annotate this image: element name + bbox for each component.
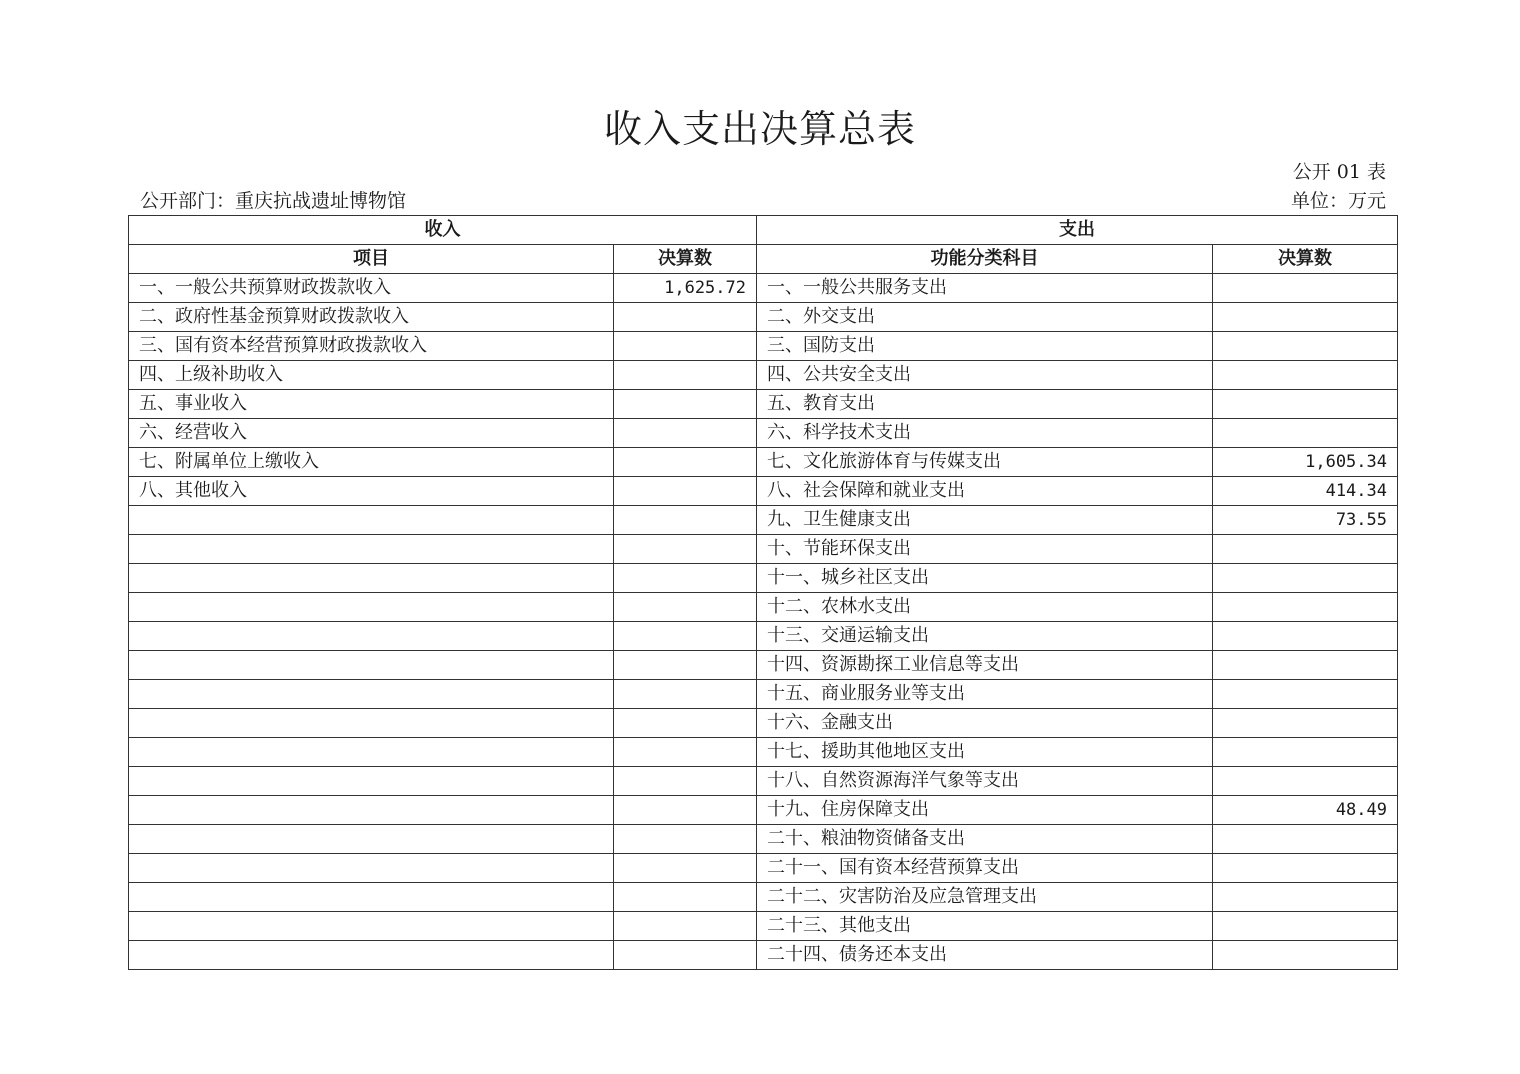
- income-item-cell: 一、一般公共预算财政拨款收入: [129, 274, 614, 303]
- table-row: [129, 738, 1398, 767]
- income-item-cell: [129, 796, 614, 825]
- income-amount-cell: [614, 883, 757, 912]
- income-item-cell: 七、附属单位上缴收入: [129, 448, 614, 477]
- table-row: [129, 883, 1398, 912]
- expense-item-cell: 六、科学技术支出: [757, 419, 1213, 448]
- expense-amount-cell: [1213, 274, 1398, 303]
- income-item-cell: [129, 622, 614, 651]
- income-item-cell: [129, 651, 614, 680]
- income-item-cell: [129, 767, 614, 796]
- expense-item-cell: 十四、资源勘探工业信息等支出: [757, 651, 1213, 680]
- income-item-cell: 四、上级补助收入: [129, 361, 614, 390]
- expense-amount-cell: [1213, 680, 1398, 709]
- expense-item-cell: 十、节能环保支出: [757, 535, 1213, 564]
- expense-item-cell: 十二、农林水支出: [757, 593, 1213, 622]
- expense-amount-header: 决算数: [1213, 245, 1398, 274]
- table-row: [129, 651, 1398, 680]
- expense-item-cell: 二十三、其他支出: [757, 912, 1213, 941]
- table-row: [129, 622, 1398, 651]
- expense-item-cell: 二十、粮油物资储备支出: [757, 825, 1213, 854]
- income-amount-cell: [614, 796, 757, 825]
- income-amount-cell: [614, 506, 757, 535]
- expense-item-cell: 八、社会保障和就业支出: [757, 477, 1213, 506]
- income-amount-cell: [614, 448, 757, 477]
- expense-amount-cell: [1213, 622, 1398, 651]
- expense-amount-cell: [1213, 564, 1398, 593]
- expense-amount-cell: 1,605.34: [1213, 448, 1398, 477]
- table-row: [129, 709, 1398, 738]
- expense-item-cell: 十七、援助其他地区支出: [757, 738, 1213, 767]
- table-row: [129, 332, 1398, 361]
- table-row: [129, 419, 1398, 448]
- department-label: 公开部门：重庆抗战遗址博物馆: [140, 190, 407, 212]
- income-item-cell: [129, 941, 614, 970]
- expense-amount-cell: [1213, 854, 1398, 883]
- income-amount-cell: [614, 535, 757, 564]
- expense-amount-cell: [1213, 767, 1398, 796]
- expense-item-cell: 三、国防支出: [757, 332, 1213, 361]
- expense-amount-cell: [1213, 825, 1398, 854]
- expense-amount-cell: [1213, 912, 1398, 941]
- table-row: [129, 390, 1398, 419]
- expense-item-cell: 一、一般公共服务支出: [757, 274, 1213, 303]
- expense-item-cell: 十三、交通运输支出: [757, 622, 1213, 651]
- income-item-cell: 八、其他收入: [129, 477, 614, 506]
- table-row: [129, 477, 1398, 506]
- expense-amount-cell: [1213, 738, 1398, 767]
- income-item-cell: [129, 709, 614, 738]
- expense-amount-cell: [1213, 709, 1398, 738]
- expense-item-cell: 九、卫生健康支出: [757, 506, 1213, 535]
- income-item-header: 项目: [129, 245, 614, 274]
- table-row: [129, 767, 1398, 796]
- table-row: [129, 506, 1398, 535]
- income-item-cell: [129, 506, 614, 535]
- income-item-cell: [129, 854, 614, 883]
- income-amount-cell: [614, 390, 757, 419]
- income-amount-cell: 1,625.72: [614, 274, 757, 303]
- expense-amount-cell: [1213, 535, 1398, 564]
- income-item-cell: [129, 564, 614, 593]
- expense-item-cell: 二、外交支出: [757, 303, 1213, 332]
- expense-item-cell: 十六、金融支出: [757, 709, 1213, 738]
- table-row: [129, 854, 1398, 883]
- income-item-cell: [129, 825, 614, 854]
- expense-amount-cell: 73.55: [1213, 506, 1398, 535]
- expense-amount-cell: [1213, 390, 1398, 419]
- income-item-cell: [129, 593, 614, 622]
- table-row: [129, 361, 1398, 390]
- table-row: [129, 796, 1398, 825]
- table-body: [129, 274, 1398, 970]
- income-amount-cell: [614, 622, 757, 651]
- income-amount-cell: [614, 651, 757, 680]
- income-amount-header: 决算数: [614, 245, 757, 274]
- expense-amount-cell: 414.34: [1213, 477, 1398, 506]
- expense-amount-cell: [1213, 593, 1398, 622]
- income-item-cell: [129, 680, 614, 709]
- table-row: [129, 564, 1398, 593]
- income-amount-cell: [614, 564, 757, 593]
- expense-item-header: 功能分类科目: [757, 245, 1213, 274]
- page-title: 收入支出决算总表: [603, 107, 916, 151]
- table-row: [129, 274, 1398, 303]
- expense-amount-cell: [1213, 361, 1398, 390]
- expense-amount-cell: [1213, 419, 1398, 448]
- expense-amount-cell: [1213, 883, 1398, 912]
- income-item-cell: 二、政府性基金预算财政拨款收入: [129, 303, 614, 332]
- income-item-cell: [129, 912, 614, 941]
- unit-label: 单位：万元: [1290, 190, 1386, 212]
- income-amount-cell: [614, 738, 757, 767]
- expense-amount-cell: [1213, 651, 1398, 680]
- expense-item-cell: 二十四、债务还本支出: [757, 941, 1213, 970]
- income-item-cell: [129, 883, 614, 912]
- table-row: [129, 825, 1398, 854]
- table-number: 公开 01 表: [1292, 161, 1386, 183]
- expense-item-cell: 四、公共安全支出: [757, 361, 1213, 390]
- income-amount-cell: [614, 680, 757, 709]
- table-row: [129, 912, 1398, 941]
- income-item-cell: 六、经营收入: [129, 419, 614, 448]
- expense-item-cell: 五、教育支出: [757, 390, 1213, 419]
- income-section-header: 收入: [129, 216, 757, 245]
- expense-item-cell: 二十一、国有资本经营预算支出: [757, 854, 1213, 883]
- income-expense-table: [128, 215, 1398, 970]
- income-amount-cell: [614, 477, 757, 506]
- table-row: [129, 941, 1398, 970]
- income-item-cell: [129, 738, 614, 767]
- table-row: [129, 303, 1398, 332]
- expense-section-header: 支出: [757, 216, 1398, 245]
- expense-amount-cell: [1213, 332, 1398, 361]
- income-amount-cell: [614, 419, 757, 448]
- income-amount-cell: [614, 825, 757, 854]
- income-amount-cell: [614, 303, 757, 332]
- income-amount-cell: [614, 332, 757, 361]
- income-item-cell: 五、事业收入: [129, 390, 614, 419]
- income-amount-cell: [614, 709, 757, 738]
- income-item-cell: [129, 535, 614, 564]
- expense-item-cell: 七、文化旅游体育与传媒支出: [757, 448, 1213, 477]
- expense-amount-cell: [1213, 303, 1398, 332]
- expense-item-cell: 十五、商业服务业等支出: [757, 680, 1213, 709]
- table-row: [129, 535, 1398, 564]
- expense-amount-cell: [1213, 941, 1398, 970]
- income-amount-cell: [614, 593, 757, 622]
- expense-item-cell: 十九、住房保障支出: [757, 796, 1213, 825]
- income-amount-cell: [614, 854, 757, 883]
- expense-item-cell: 十一、城乡社区支出: [757, 564, 1213, 593]
- income-amount-cell: [614, 912, 757, 941]
- expense-item-cell: 十八、自然资源海洋气象等支出: [757, 767, 1213, 796]
- expense-amount-cell: 48.49: [1213, 796, 1398, 825]
- income-amount-cell: [614, 767, 757, 796]
- table-row: [129, 593, 1398, 622]
- income-amount-cell: [614, 941, 757, 970]
- table-row: [129, 448, 1398, 477]
- table-row: [129, 680, 1398, 709]
- income-item-cell: 三、国有资本经营预算财政拨款收入: [129, 332, 614, 361]
- expense-item-cell: 二十二、灾害防治及应急管理支出: [757, 883, 1213, 912]
- income-amount-cell: [614, 361, 757, 390]
